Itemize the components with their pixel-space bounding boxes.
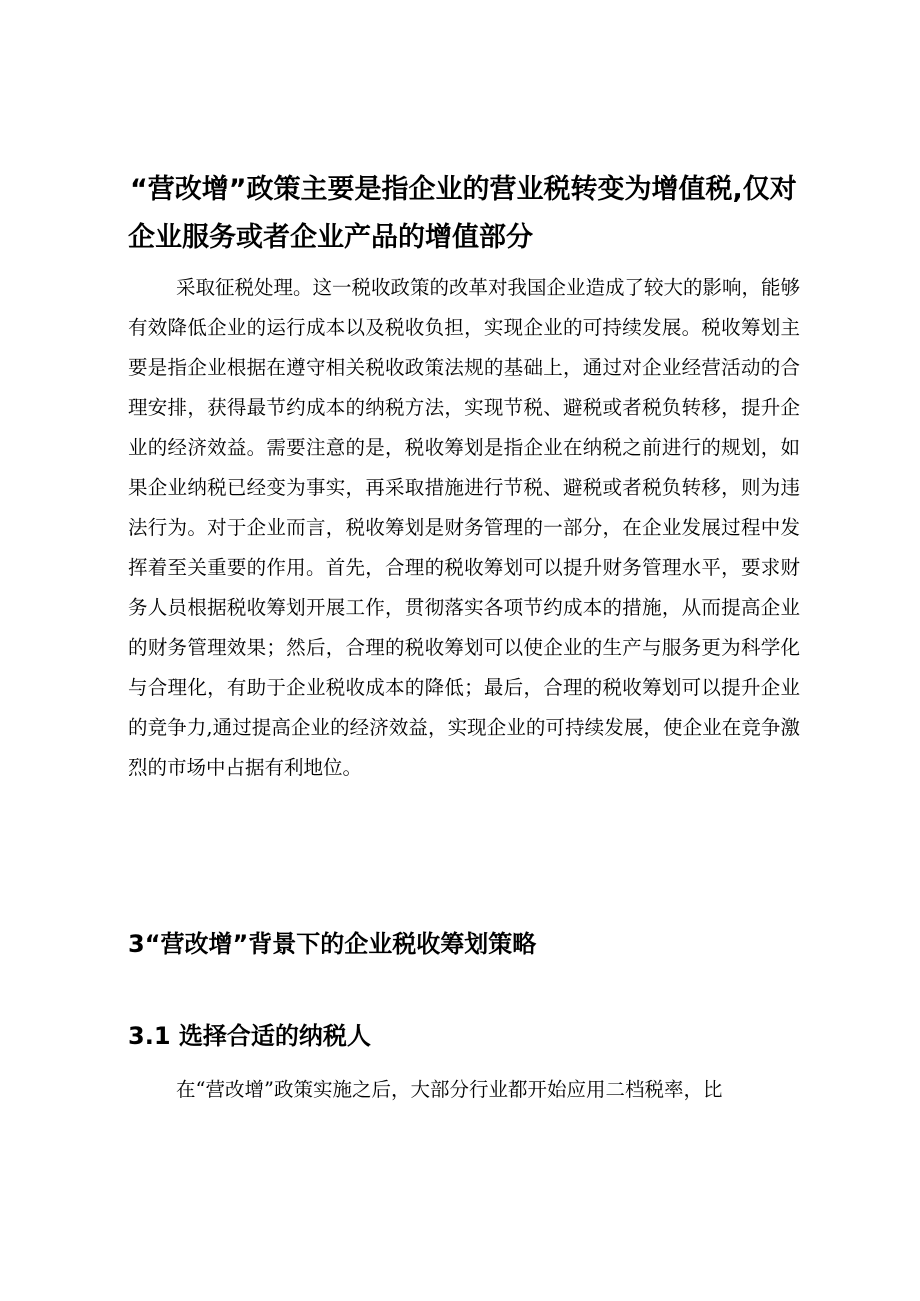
body-paragraph-2: 在“营改增”政策实施之后，大部分行业都开始应用二档税率，比 [176,1078,723,1101]
section-3-1-heading: 3.1 选择合适的纳税人 [128,1022,371,1050]
section-3-heading: 3“营改增”背景下的企业税收筹划策略 [128,930,537,958]
body-paragraph-1: 采取征税处理。这一税收政策的改革对我国企业造成了较大的影响，能够有效降低企业的运行成本以及税收负担，实现企业的可持续发展。税收筹划主要是指企业根据在遵守相关税收政策法规的基础上，通过对企业经营活动的合理安排，获得最节约成本的纳税方法，实现节税、避税或者税负转移，提升企业的经济效益。需要注意的是，税收筹划是指企业在纳税之前进行的规划，如果企业纳税已经变为事实，再采取措施进行节税、避税或者税负转移，则为违法行为。对于企业而言，税收筹划是财务管理的一部分，在企业发展过程中发挥着至关重要的作用。首先，合理的税收筹划可以提升财务管理水平，要求财务人员根据税收筹划开展工作，贯彻落实各项节约成本的措施，从而提高企业的财务管理效果；然后，合理的税收筹划可以使企业的生产与服务更为科学化与合理化，有助于企业税收成本的降低；最后，合理的税收筹划可以提升企业的竞争力,通过提高企业的经济效益，实现企业的可持续发展，使企业在竞争激烈的市场中占据有利地位。 [128,276,801,779]
main-heading: “营改增”政策主要是指企业的营业税转变为增值税,仅对企业服务或者企业产品的增值部分 [128,174,797,253]
